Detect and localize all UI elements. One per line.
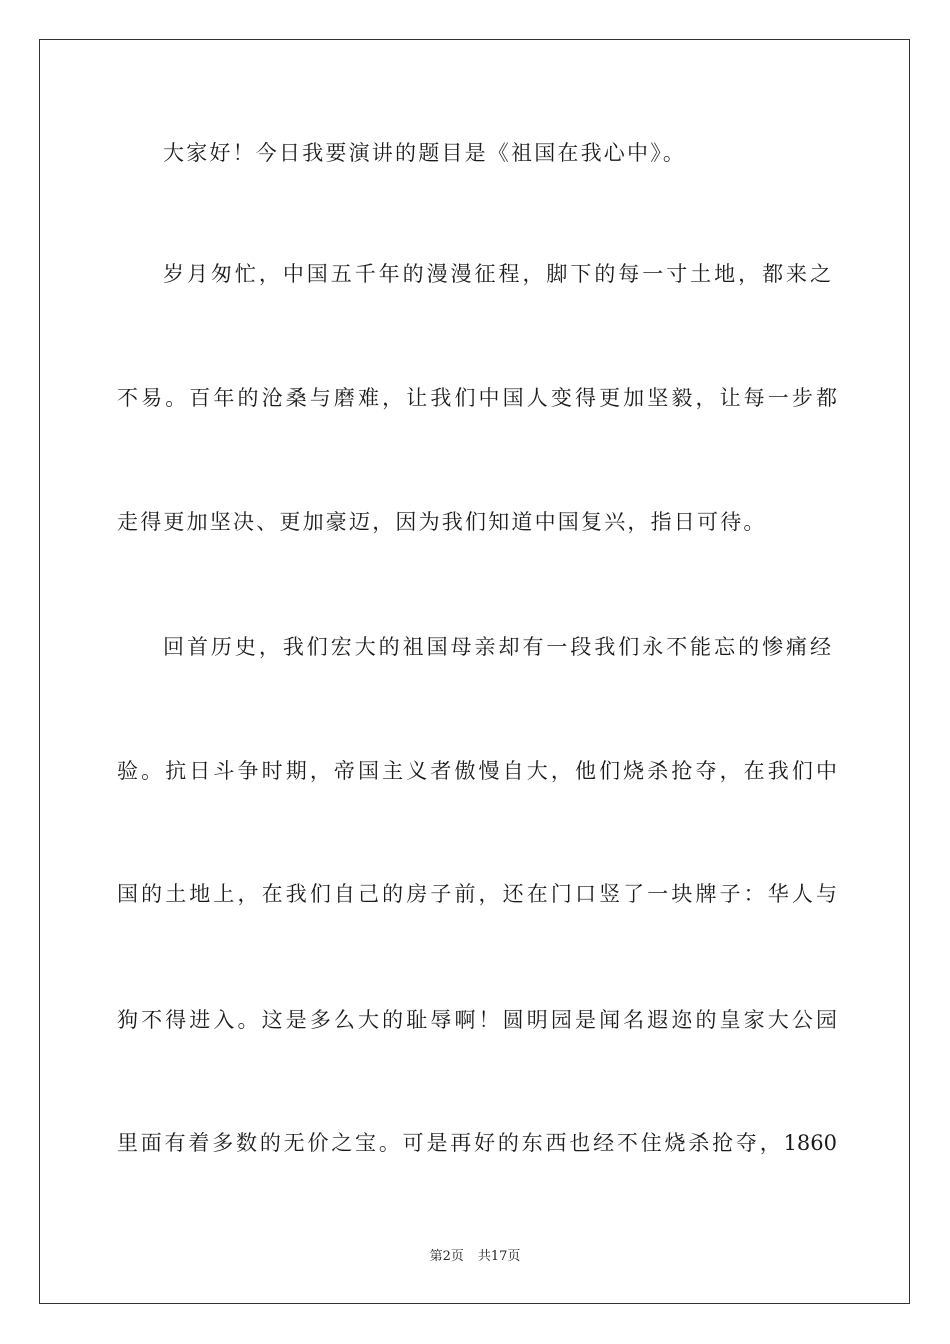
paragraph-2-line-2: 不易。百年的沧桑与磨难，让我们中国人变得更加坚毅，让每一步都 (117, 386, 837, 410)
page-footer (0, 1248, 950, 1266)
paragraph-2-line-1: 岁月匆忙，中国五千年的漫漫征程，脚下的每一寸土地，都来之 (163, 262, 831, 286)
paragraph-3-line-4: 狗不得进入。这是多么大的耻辱啊！圆明园是闻名遐迩的皇家大公园 (117, 1008, 837, 1032)
page-frame (39, 39, 910, 1304)
page-number: 第2页 (429, 1249, 464, 1264)
total-pages: 共17页 (477, 1249, 521, 1264)
paragraph-1-line-1: 大家好！今日我要演讲的题目是《祖国在我心中》。 (163, 141, 687, 165)
paragraph-3-line-1: 回首历史，我们宏大的祖国母亲却有一段我们永不能忘的惨痛经 (163, 635, 831, 659)
paragraph-2-line-3: 走得更加坚决、更加豪迈，因为我们知道中国复兴，指日可待。 (117, 510, 767, 534)
paragraph-3-line-5: 里面有着多数的无价之宝。可是再好的东西也经不住烧杀抢夺，1860 (117, 1131, 837, 1155)
paragraph-3-line-2: 验。抗日斗争时期，帝国主义者傲慢自大，他们烧杀抢夺，在我们中 (117, 759, 837, 783)
paragraph-3-line-3: 国的土地上，在我们自己的房子前，还在门口竖了一块牌子：华人与 (117, 882, 837, 906)
